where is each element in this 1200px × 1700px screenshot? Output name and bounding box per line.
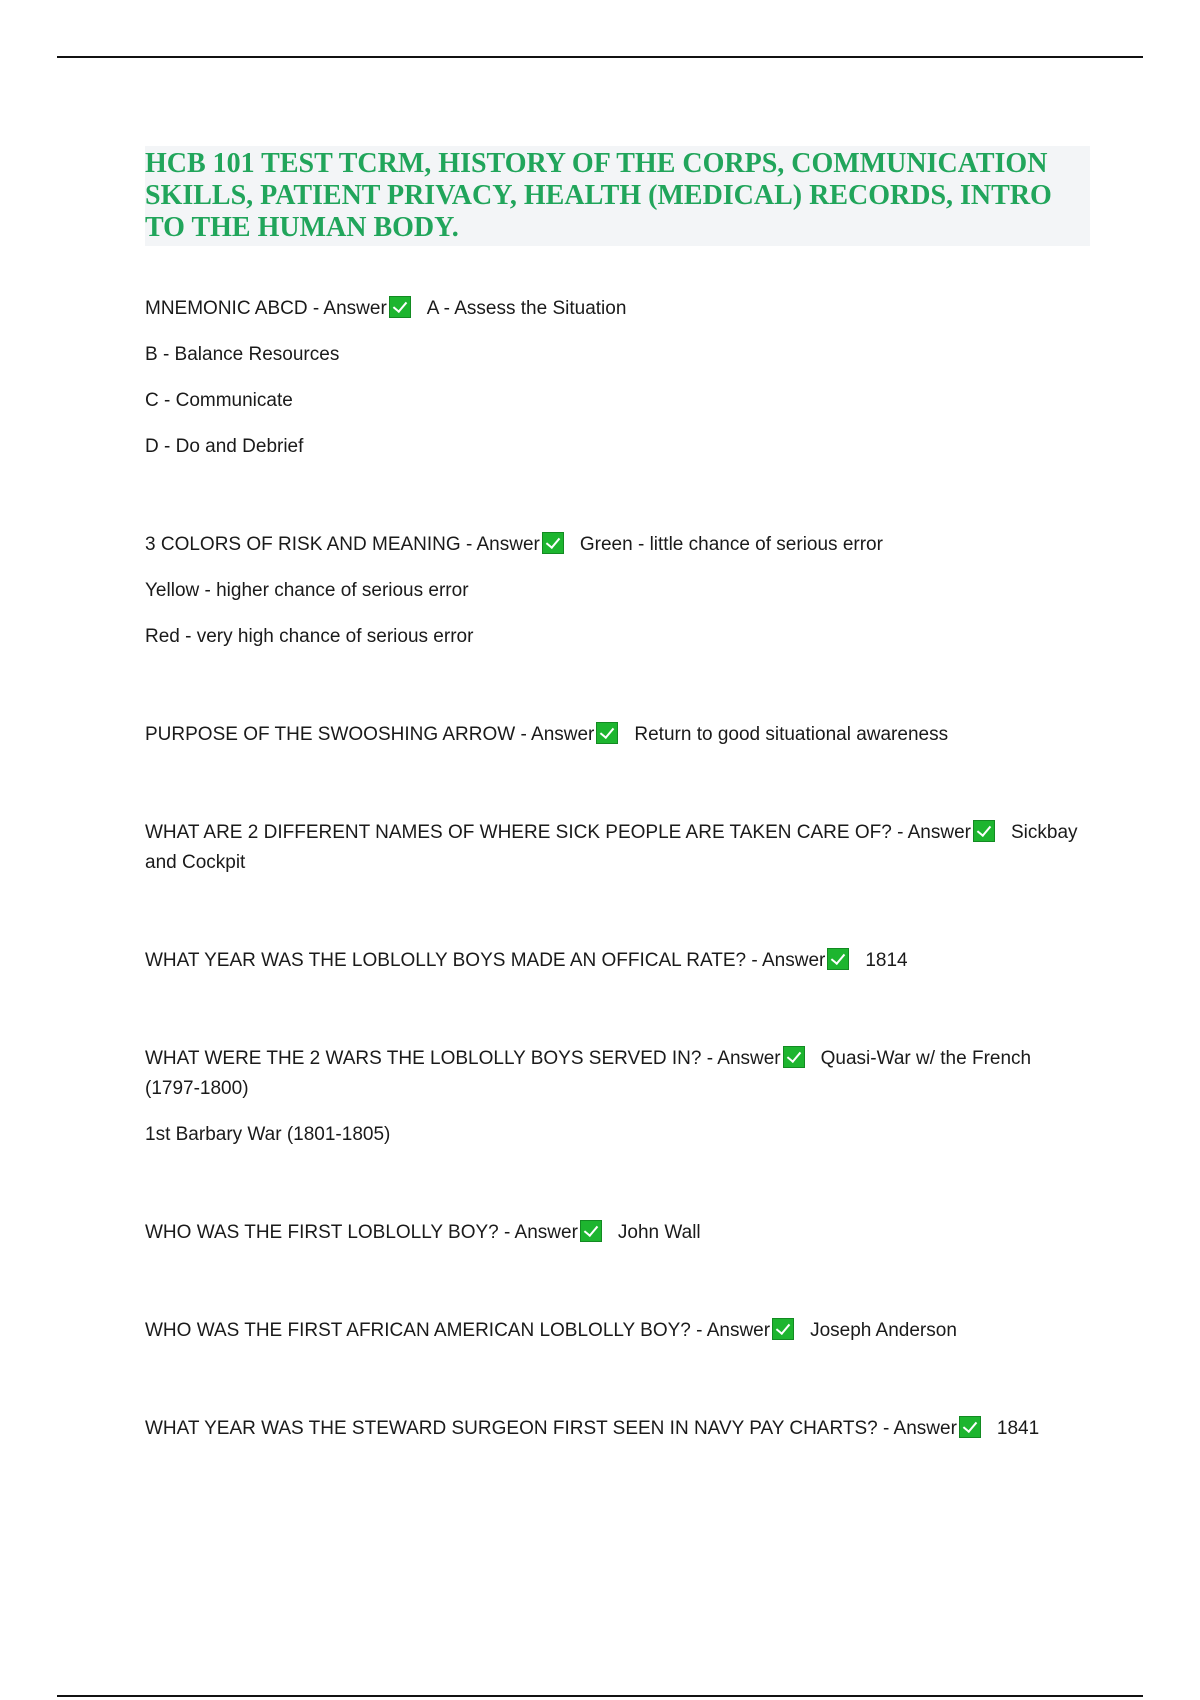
qa-question-line (145, 818, 1090, 878)
question-text: PURPOSE OF THE SWOOSHING ARROW (145, 724, 516, 745)
answer-separator: - Answer (520, 724, 595, 745)
check-mark-icon (389, 296, 411, 318)
answer-separator: - Answer (465, 534, 540, 555)
answer-separator: - Answer (751, 950, 826, 971)
qa-item (145, 720, 1090, 750)
answer-continuation: Red - very high chance of serious error (145, 626, 474, 647)
qa-question-line (145, 1316, 1090, 1346)
question-text: MNEMONIC ABCD (145, 298, 308, 319)
check-mark-icon (973, 820, 995, 842)
answer-text: 1841 (996, 1418, 1040, 1439)
answer-separator: - Answer (312, 298, 387, 319)
question-text: WHAT ARE 2 DIFFERENT NAMES OF WHERE SICK PEOPLE ARE TAKEN CARE OF? (145, 822, 892, 843)
qa-item (145, 1044, 1090, 1150)
qa-item (145, 1316, 1090, 1346)
answer-text: A - Assess the Situation (426, 298, 627, 319)
check-mark-icon (827, 948, 849, 970)
check-mark-icon (783, 1046, 805, 1068)
check-mark-icon (542, 532, 564, 554)
check-mark-icon (959, 1416, 981, 1438)
answer-text: 1814 (865, 950, 908, 971)
answer-text: Sickbay and Cockpit (145, 822, 1078, 873)
qa-item (145, 946, 1090, 976)
answer-separator: - Answer (504, 1222, 578, 1243)
qa-item (145, 1218, 1090, 1248)
document-body (145, 146, 1090, 1512)
bottom-rule (57, 1695, 1143, 1697)
question-text: WHAT WERE THE 2 WARS THE LOBLOLLY BOYS SERVED IN? (145, 1048, 702, 1069)
answer-separator: - Answer (706, 1048, 781, 1069)
answer-continuation: D - Do and Debrief (145, 436, 304, 457)
question-text: 3 COLORS OF RISK AND MEANING (145, 534, 461, 555)
qa-question-line (145, 946, 1090, 976)
qa-item (145, 294, 1090, 462)
answer-text: John Wall (617, 1222, 701, 1243)
answer-text: Joseph Anderson (810, 1320, 957, 1341)
title-block (145, 146, 1090, 246)
question-text: WHO WAS THE FIRST AFRICAN AMERICAN LOBLOLLY BOY? (145, 1320, 691, 1341)
question-text: WHAT YEAR WAS THE STEWARD SURGEON FIRST SEEN IN NAVY PAY CHARTS? (145, 1418, 878, 1439)
qa-item (145, 530, 1090, 652)
top-rule (57, 56, 1143, 58)
qa-question-line (145, 1218, 1090, 1248)
qa-question-line (145, 530, 1090, 560)
question-text: WHAT YEAR WAS THE LOBLOLLY BOYS MADE AN OFFICAL RATE? (145, 950, 747, 971)
answer-continuation: B - Balance Resources (145, 344, 340, 365)
document-title: HCB 101 TEST TCRM, HISTORY OF THE CORPS, COMMUNICATION SKILLS, PATIENT PRIVACY, HEALTH (MEDICAL) RECORDS, INTRO TO THE HUMAN BODY. (145, 148, 1052, 243)
answer-text: Green - little chance of serious error (579, 534, 883, 555)
answer-text: Return to good situational awareness (634, 724, 949, 745)
answer-continuation: Yellow - higher chance of serious error (145, 580, 469, 601)
question-text: WHO WAS THE FIRST LOBLOLLY BOY? (145, 1222, 499, 1243)
answer-text: Quasi-War w/ the French (1797-1800) (145, 1048, 1032, 1099)
qa-question-line (145, 1414, 1090, 1444)
check-mark-icon (772, 1318, 794, 1340)
qa-item (145, 1414, 1090, 1444)
qa-question-line (145, 720, 1090, 750)
qa-item (145, 818, 1090, 878)
answer-separator: - Answer (897, 822, 971, 843)
qa-question-line (145, 294, 1090, 324)
check-mark-icon (596, 722, 618, 744)
qa-question-line (145, 1044, 1090, 1104)
answer-continuation: 1st Barbary War (1801-1805) (145, 1124, 391, 1145)
check-mark-icon (580, 1220, 602, 1242)
qa-list (145, 294, 1090, 1444)
answer-separator: - Answer (696, 1320, 771, 1341)
answer-continuation: C - Communicate (145, 390, 293, 411)
answer-separator: - Answer (882, 1418, 957, 1439)
